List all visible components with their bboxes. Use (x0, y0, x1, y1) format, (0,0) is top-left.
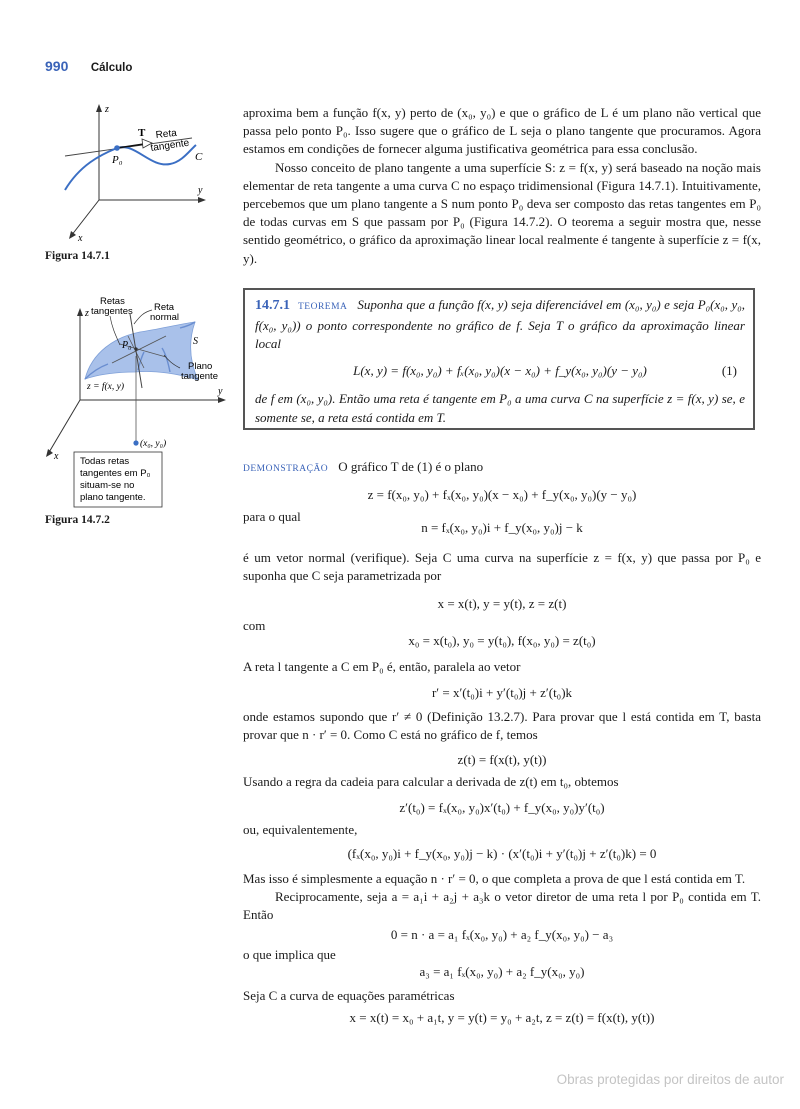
equation-number: (1) (721, 362, 737, 378)
tangente-label: tangente (181, 371, 218, 382)
curve-c-label: C (195, 151, 203, 163)
z-axis-arrow (96, 104, 102, 112)
note-line-2: tangentes em P₀ (80, 468, 151, 479)
note-line-1: Todas retas (80, 456, 130, 467)
page-number: 990 (45, 58, 69, 74)
point-p0 (114, 145, 120, 151)
equation-parametric-curve: x = x(t) = x₀ + a₁t, y = y(t) = y₀ + a₂t, z = z(t) = f(x(t), y(t)) (349, 1010, 655, 1026)
tangentes-label: tangentes (91, 306, 133, 317)
retas-label: Retas (100, 296, 125, 307)
text-reciprocamente: Reciprocamente, seja a = a₁i + a₂j + a₃k o vetor diretor de uma reta l por P₀ contida em T. Então (243, 888, 761, 923)
figure-14-7-2 (40, 292, 230, 510)
equation-r-prime: r′ = x′(t₀)i + y′(t₀)j + z′(t₀)k (431, 685, 573, 701)
intro-paragraph-2: Nosso conceito de plano tangente a uma superfície S: z = f(x, y) será baseado na noção mais elementar de reta tangente a uma curva C no espaço tridimensional (Figura 14.7.1). Intuitivamente, percebemos que um plano tangente a S num ponto P₀ deva ser composto das retas tangentes em P₀ de todas curvas em S que passam por P₀ (Figura 14.7.2). O teorema a seguir mostra que, nesse sentido geométrico, o gráfico da aproximação linear local realmente é tangente à superfície z = f(x, y). (243, 159, 761, 266)
note-line-4: plano tangente. (80, 492, 146, 503)
p0-label: P₀ (122, 340, 132, 351)
running-header (45, 58, 132, 76)
equation-chain-rule: z′(t₀) = fₓ(x₀, y₀)x′(t₀) + f_y(x₀, y₀)y′(t₀) (399, 800, 605, 816)
proof-label: DEMONSTRAÇÃO (243, 464, 329, 474)
surface-equation-label: z = f(x, y) (87, 382, 125, 392)
intro-paragraph-1: aproxima bem a função f(x, y) perto de (x₀, y₀) e que o gráfico de L é um plano não vertical que passa pelo ponto P₀. Isso sugere que o gráfico de L seja o plano tangente que procuramos. Agora estamos em condições de fornecer alguma justificativa geométrica para essa conclusão. (243, 105, 761, 157)
theorem-statement: Suponha que a função f(x, y) seja diferenciável em (x₀, y₀) e seja P₀(x₀, y₀, f(x₀, y₀)) o ponto correspondente no gráfico de f. Seja T o gráfico da aproximação linear local (255, 297, 745, 351)
equation-dot-product: (fₓ(x₀, y₀)i + f_y(x₀, y₀)j − k) · (x′(t₀)i + y′(t₀)j + z′(t₀)k) = 0 (347, 846, 657, 862)
book-title: Cálculo (90, 62, 133, 74)
z-axis-label: z (105, 104, 109, 115)
figure-14-7-1 (40, 100, 220, 250)
text-mas-isso: Mas isso é simplesmente a equação n · r′ = 0, o que completa a prova de que l está contida em T. (243, 870, 746, 886)
text-onde: onde estamos supondo que r′ ≠ 0 (Definição 13.2.7). Para provar que l está contida em T, basta provar que n · r′ = 0. Como C está no gráfico de f, temos (243, 709, 761, 743)
curve-c (65, 145, 196, 190)
point-x0y0 (133, 440, 138, 445)
theorem-equation-row (255, 362, 745, 381)
tangente-label: tangente (149, 137, 190, 154)
text-seja-c: Seja C a curva de equações paramétricas (243, 987, 455, 1003)
z-axis-label: z (85, 308, 89, 319)
copyright-watermark: Obras protegidas por direitos de autor (556, 1072, 784, 1087)
reta-normal-label: Reta (154, 302, 175, 313)
theorem-conclusion: de f em (x₀, y₀). Então uma reta é tangente em P₀ a uma curva C na superfície z = f(x, y) se, e somente se, a reta está contida em T. (255, 391, 745, 425)
plano-label: Plano (188, 361, 213, 372)
x-axis-arrow (46, 449, 53, 457)
text-com: com (243, 618, 266, 634)
normal-label: normal (150, 312, 180, 323)
reta-label: Reta (155, 127, 178, 141)
y-axis-arrow (198, 197, 206, 203)
x-axis-arrow (69, 231, 76, 239)
theorem-equation: L(x, y) = f(x₀, y₀) + fₓ(x₀, y₀)(x − x₀) + f_y(x₀, y₀)(y − y₀) (353, 362, 647, 378)
equation-parametrization: x = x(t), y = y(t), z = z(t) (437, 596, 567, 612)
intro-text (243, 104, 761, 268)
theorem-conclusion-block (255, 390, 745, 427)
text-chain-rule: Usando a regra da cadeia para calcular a derivada de z(t) em t₀, obtemos (243, 773, 619, 789)
equation-initial-conditions: x₀ = x(t₀), y₀ = y(t₀), f(x₀, y₀) = z(t₀) (408, 632, 596, 648)
theorem-label: TEOREMA (298, 302, 348, 312)
vector-t-label: T (138, 127, 146, 139)
p0-label: P₀ (112, 154, 123, 166)
proof-intro-line (243, 458, 761, 478)
point-p0 (134, 347, 137, 350)
equation-plane: z = f(x₀, y₀) + fₓ(x₀, y₀)(x − x₀) + f_y(x₀, y₀)(y − y₀) (367, 487, 637, 503)
x0y0-label: (x₀, y₀) (140, 439, 167, 449)
text-tangent-line: A reta l tangente a C em P₀ é, então, paralela ao vetor (243, 658, 521, 674)
y-axis-arrow (218, 397, 226, 403)
equation-z-of-t: z(t) = f(x(t), y(t)) (457, 751, 547, 767)
theorem-box (243, 288, 755, 430)
text-implica: o que implica que (243, 947, 336, 963)
x-axis-label: x (78, 233, 83, 244)
note-line-3: situam-se no (80, 480, 135, 491)
axes (71, 108, 202, 236)
equation-normal-vector: n = fₓ(x₀, y₀)i + f_y(x₀, y₀)j − k (421, 519, 583, 535)
z-axis-arrow (77, 308, 83, 316)
x-axis-label: x (54, 451, 59, 462)
proof (243, 458, 761, 1027)
figure-caption-1: Figura 14.7.1 (45, 250, 110, 262)
tangent-vector-t (117, 144, 144, 148)
y-axis-label: y (198, 185, 203, 196)
y-axis-label: y (218, 386, 223, 397)
proof-intro: O gráfico T de (1) é o plano (338, 459, 484, 474)
theorem-statement-block (255, 296, 745, 354)
equation-n-dot-a: 0 = n · a = a₁ fₓ(x₀, y₀) + a₂ f_y(x₀, y₀) − a₃ (390, 927, 614, 943)
equation-a3: a₃ = a₁ fₓ(x₀, y₀) + a₂ f_y(x₀, y₀) (419, 963, 585, 979)
theorem-number: 14.7.1 (255, 298, 290, 313)
figure-caption-2: Figura 14.7.2 (45, 514, 110, 526)
surface-s-label: S (193, 336, 198, 347)
text-equivalently: ou, equivalentemente, (243, 822, 358, 838)
text-normal-vector: é um vetor normal (verifique). Seja C uma curva na superfície z = f(x, y) que passa por P₀ e suponha que C seja parametrizada por (243, 549, 761, 584)
text-para-o-qual: para o qual (243, 509, 301, 525)
